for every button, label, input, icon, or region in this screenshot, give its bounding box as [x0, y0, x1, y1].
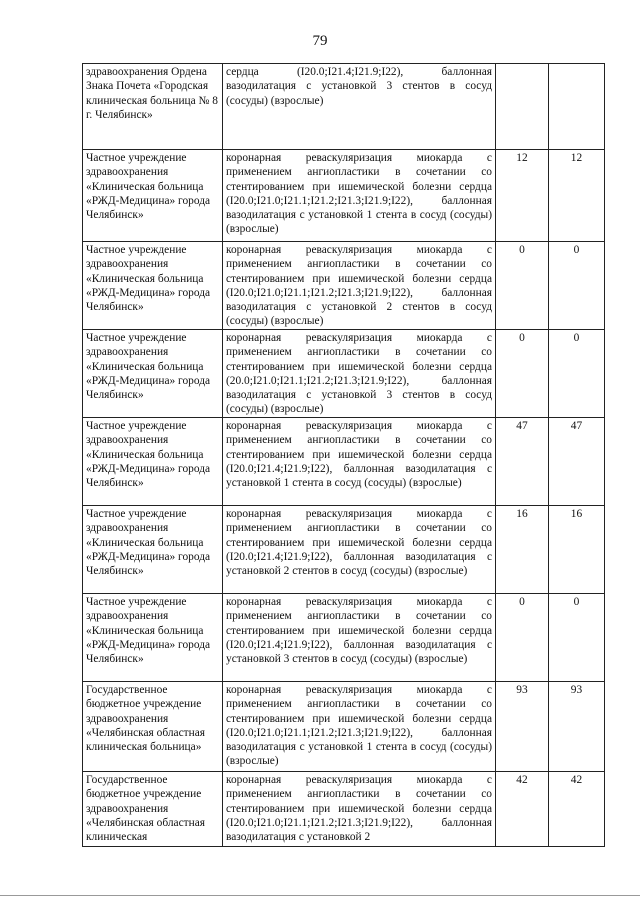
services-table [82, 63, 605, 847]
value-cell: 0 [549, 594, 605, 682]
service-cell: коронарная реваскуляризация миокарда с применением ангиопластики в сочетании со стентированием при ишемической болезни сердца (I20.0;I21.0;I21.1;I21.2;I21.3;I21.9;I22), баллонная вазодилатация с установкой 1 стента в сосуд (сосуды) (взрослые) [223, 682, 496, 772]
value-cell: 0 [496, 594, 549, 682]
table-row [83, 330, 605, 418]
service-cell: коронарная реваскуляризация миокарда с применением ангиопластики в сочетании со стентированием при ишемической болезни сердца (I20.0;I21.0;I21.1;I21.2;I21.3;I21.9;I22), баллонная вазодилатация с установкой 2 стентов в сосуд (сосуды) (взрослые) [223, 242, 496, 330]
value-cell: 47 [549, 418, 605, 506]
value-cell: 42 [496, 772, 549, 847]
value-cell: 16 [549, 506, 605, 594]
service-cell: сердца (I20.0;I21.4;I21.9;I22), баллонная вазодилатация с установкой 3 стентов в сосуд (сосуды) (взрослые) [223, 64, 496, 150]
organization-cell: Частное учреждение здравоохранения «Клиническая больница «РЖД-Медицина» города Челябинск» [83, 242, 223, 330]
organization-cell: Частное учреждение здравоохранения «Клиническая больница «РЖД-Медицина» города Челябинск» [83, 594, 223, 682]
table-row [83, 418, 605, 506]
page-number: 79 [312, 33, 328, 49]
value-cell: 12 [549, 150, 605, 242]
value-cell [549, 64, 605, 150]
value-cell: 42 [549, 772, 605, 847]
value-cell: 0 [549, 242, 605, 330]
service-cell: коронарная реваскуляризация миокарда с применением ангиопластики в сочетании со стентированием при ишемической болезни сердца (I20.0;I21.4;I21.9;I22), баллонная вазодилатация с установкой 1 стента в сосуд (сосуды) (взрослые) [223, 418, 496, 506]
organization-cell: Частное учреждение здравоохранения «Клиническая больница «РЖД-Медицина» города Челябинск» [83, 418, 223, 506]
service-cell: коронарная реваскуляризация миокарда с применением ангиопластики в сочетании со стентированием при ишемической болезни сердца (I20.0;I21.4;I21.9;I22), баллонная вазодилатация с установкой 2 стентов в сосуд (сосуды) (взрослые) [223, 506, 496, 594]
value-cell: 0 [496, 242, 549, 330]
value-cell: 93 [496, 682, 549, 772]
table-row [83, 64, 605, 150]
organization-cell: Государственное бюджетное учреждение здравоохранения «Челябинская областная клиническая больница» [83, 682, 223, 772]
value-cell: 93 [549, 682, 605, 772]
table-row [83, 772, 605, 847]
organization-cell: здравоохранения Ордена Знака Почета «Городская клиническая больница № 8 г. Челябинск» [83, 64, 223, 150]
value-cell: 0 [496, 330, 549, 418]
value-cell: 12 [496, 150, 549, 242]
table-row [83, 506, 605, 594]
organization-cell: Частное учреждение здравоохранения «Клиническая больница «РЖД-Медицина» города Челябинск» [83, 330, 223, 418]
service-cell: коронарная реваскуляризация миокарда с применением ангиопластики в сочетании со стентированием при ишемической болезни сердца (I20.0;I21.0;I21.1;I21.2;I21.3;I21.9;I22), баллонная вазодилатация с установкой 2 [223, 772, 496, 847]
page-bottom-edge [0, 895, 640, 896]
service-cell: коронарная реваскуляризация миокарда с применением ангиопластики в сочетании со стентированием при ишемической болезни сердца (I20.0;I21.0;I21.1;I21.2;I21.3;I21.9;I22), баллонная вазодилатация с установкой 1 стента в сосуд (сосуды) (взрослые) [223, 150, 496, 242]
table-row [83, 594, 605, 682]
table-row [83, 150, 605, 242]
value-cell: 0 [549, 330, 605, 418]
organization-cell: Государственное бюджетное учреждение здравоохранения «Челябинская областная клиническая [83, 772, 223, 847]
value-cell [496, 64, 549, 150]
organization-cell: Частное учреждение здравоохранения «Клиническая больница «РЖД-Медицина» города Челябинск» [83, 150, 223, 242]
value-cell: 16 [496, 506, 549, 594]
service-cell: коронарная реваскуляризация миокарда с применением ангиопластики в сочетании со стентированием при ишемической болезни сердца (I20.0;I21.4;I21.9;I22), баллонная вазодилатация с установкой 3 стентов в сосуд (сосуды) (взрослые) [223, 594, 496, 682]
service-cell: коронарная реваскуляризация миокарда с применением ангиопластики в сочетании со стентированием при ишемической болезни сердца (20.0;I21.0;I21.1;I21.2;I21.3;I21.9;I22), баллонная вазодилатация с установкой 3 стентов в сосуд (сосуды) (взрослые) [223, 330, 496, 418]
table-row [83, 682, 605, 772]
value-cell: 47 [496, 418, 549, 506]
organization-cell: Частное учреждение здравоохранения «Клиническая больница «РЖД-Медицина» города Челябинск» [83, 506, 223, 594]
table-row [83, 242, 605, 330]
